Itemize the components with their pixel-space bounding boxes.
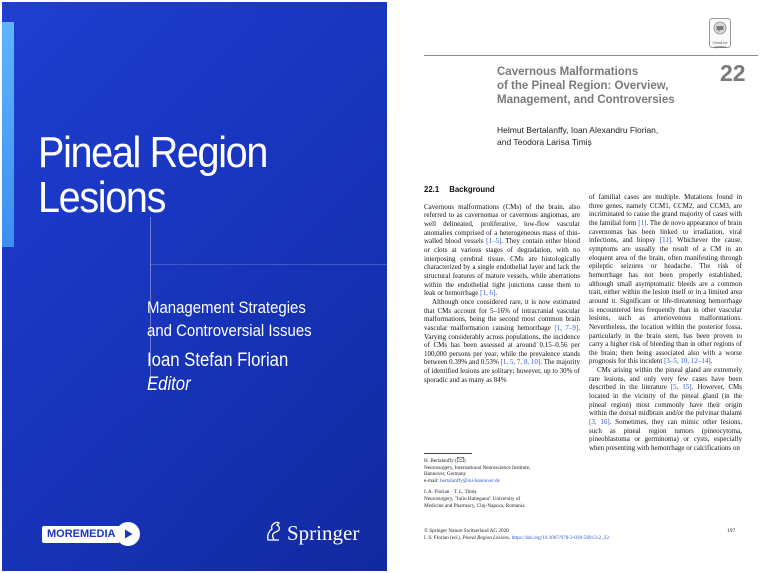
footnote-author: H. Bertalanffy ( bbox=[424, 458, 457, 464]
paragraph-text: . Sometimes, they can mimic other lesions, such as pineal region tumors (pineocytoma, pineoblastoma or germinoma) or cysts, especially when presenting with hemorrhage or calcifications on bbox=[589, 418, 742, 453]
citation-link[interactable]: [1–5] bbox=[486, 237, 502, 246]
springer-wordmark: Springer bbox=[287, 521, 360, 545]
check-for-updates-badge[interactable] bbox=[709, 18, 731, 48]
body-column-right bbox=[589, 193, 742, 453]
footnote-line: Medicine and Pharmacy, Cluj-Napoca, Romania bbox=[424, 502, 525, 509]
paragraph bbox=[589, 193, 742, 366]
cover-subtitle-line1: Management Strategies bbox=[147, 298, 306, 317]
chapter-title-line2: of the Pineal Region: Overview, bbox=[497, 80, 669, 92]
citation-link[interactable]: [1, 7–9] bbox=[554, 323, 579, 332]
paragraph bbox=[424, 203, 580, 298]
cover-subtitle-line2: and Controversial Issues bbox=[147, 321, 312, 340]
cover-title bbox=[38, 130, 267, 220]
chapter-title-line3: Management, and Controversies bbox=[497, 94, 675, 106]
paragraph-text: . They contain either blood or clots at various stages of degradation, with no interposing cerebral tissue. CMs are histologically characterized by a single endothelial layer and lack the structural features of mature vessels, while aberrations within the endothelial tight junctions cause them to leak or hemorrhage bbox=[424, 237, 580, 298]
paragraph-text: . The de novo appearance of brain cavernomas has been linked to irradiation, viral infections, and biopsy bbox=[589, 218, 742, 245]
email-icon bbox=[457, 458, 464, 464]
citation-link[interactable]: [5, 15] bbox=[670, 383, 692, 392]
citation-prefix: I. S. Florian (ed.), bbox=[424, 534, 463, 541]
footnote-affiliation-2 bbox=[424, 489, 574, 509]
cover-editor-name: Ioan Stefan Florian bbox=[147, 350, 289, 371]
cover-divider-horizontal bbox=[150, 264, 387, 265]
book-cover bbox=[2, 2, 387, 571]
paragraph-text: . Varying considerably across populations, the incidence of CMs has been assessed at around 0.15–0.56 per 100,000 persons per year, while the prevalence stands between 0.39% and 0.53% bbox=[424, 323, 580, 367]
footnote-affiliation-1 bbox=[424, 457, 574, 484]
crossmark-label: Check for updates bbox=[712, 41, 728, 49]
citation-link[interactable]: [3–5, 10, 12–14] bbox=[664, 357, 711, 366]
citation-line bbox=[424, 535, 744, 542]
section-number: 22.1 bbox=[424, 185, 440, 194]
citation-link[interactable]: [1] bbox=[638, 218, 647, 227]
cover-title-line1: Pineal Region bbox=[38, 128, 268, 177]
citation-link[interactable]: [1, 6] bbox=[480, 289, 496, 298]
page-number: 197 bbox=[727, 528, 736, 534]
chapter-authors bbox=[497, 124, 717, 148]
moremedia-button[interactable] bbox=[42, 522, 142, 546]
affiliation-footnotes bbox=[424, 457, 574, 509]
footnote-line: Hannover, Germany bbox=[424, 471, 467, 478]
citation-book-title: Pineal Region Lesions bbox=[462, 534, 510, 541]
crossmark-icon bbox=[713, 21, 727, 40]
footnote-line: Neurosurgery, "Iuliu Hatieganu" University of bbox=[424, 495, 521, 502]
cover-editor-role: Editor bbox=[147, 374, 191, 395]
section-title: Background bbox=[449, 185, 495, 194]
footnote-line: I. A. Florian · T. L. Timiș bbox=[424, 489, 477, 496]
authors-line2: and Teodora Larisa Timiș bbox=[497, 137, 592, 147]
chapter-title bbox=[497, 65, 707, 107]
paragraph-text: Although once considered rare, it is now estimated that CMs account for 5–16% of intracranial vascular malformations, being the second most common brain vascular malformation causing hemorrhage bbox=[424, 297, 580, 332]
section-heading bbox=[424, 186, 580, 195]
paragraph-text: . The majority of identified lesions are solitary; however, up to 30% of sporadic and as many as 84% bbox=[424, 358, 581, 384]
paragraph-text: of familial cases are multiple. Mutations found in three genes, namely CCM1, CCM2, and CCM3, are incriminated to cause the grand majority of cases with the familial form bbox=[589, 193, 742, 227]
footnote-line bbox=[424, 457, 574, 465]
play-icon bbox=[116, 522, 140, 546]
paragraph-text: . However, CMs located in the vicinity of the pineal gland (in the pineal region) most commonly have their origin within the dorsal midbrain and/or the pulvinar thalami bbox=[589, 383, 742, 418]
cover-subtitle bbox=[147, 296, 312, 342]
copyright-notice bbox=[424, 528, 744, 541]
author-email-link[interactable]: bertalanffy@ini-hannover.de bbox=[440, 477, 500, 484]
chapter-page bbox=[400, 0, 782, 573]
cover-accent-stripe bbox=[2, 22, 14, 247]
footnote-rule bbox=[424, 453, 472, 454]
email-label: e-mail: bbox=[424, 477, 440, 484]
chapter-number: 22 bbox=[720, 60, 746, 86]
body-column-left bbox=[424, 186, 580, 384]
moremedia-label: MOREMEDIA bbox=[42, 526, 119, 543]
paragraph-text: Cavernous malformations (CMs) of the brain, also referred to as cavernomas or cavernous angiomas, are well delineated, proliferative, low-flow vascular anomalies comprised of a heterogeneous mass of thin-walled blood vessels bbox=[424, 202, 580, 246]
cover-title-line2: Lesions bbox=[38, 173, 166, 222]
paragraph-text: . bbox=[710, 357, 713, 366]
paragraph-text: CMs arising within the pineal gland are extremely rare lesions, and only very few cases have been described in the literature bbox=[589, 366, 742, 392]
footnote-line bbox=[424, 478, 574, 485]
paragraph-text: . Whichever the cause, symptoms are usually the result of a CM in an eloquent area of the brain, often manifesting through epileptic seizures or headache. The risk of hemorrhage has not been properly established, although small asymptomatic bleeds are a common trait, either within the lesion itself or in a limited area around it. Significant or life-threatening hemorrhage is encountered less frequently than in other vascular lesions, such as arteriovenous malformations. Nevertheless, the location within the posterior fossa, particularly in the brain stem, has been proven to carry a higher risk of bleeding than in other regions of the brain; then being associated also with a worse prognosis for this incident bbox=[589, 236, 742, 366]
doi-link[interactable]: , https://doi.org/10.1007/978-3-030-50913-2_22 bbox=[509, 534, 609, 541]
header-rule bbox=[424, 55, 758, 56]
paragraph bbox=[424, 298, 580, 385]
citation-link[interactable]: [3, 16] bbox=[589, 418, 610, 427]
footnote-author-end: ) bbox=[463, 458, 466, 464]
springer-horse-icon bbox=[264, 520, 282, 547]
authors-line1: Helmut Bertalanffy, Ioan Alexandru Florian, bbox=[497, 125, 659, 135]
citation-link[interactable]: [11] bbox=[659, 236, 672, 245]
copyright-line: © Springer Nature Switzerland AG 2020 bbox=[424, 528, 509, 534]
paragraph-text: . bbox=[495, 289, 498, 298]
citation-link[interactable]: [1, 5, 7, 8, 10] bbox=[500, 358, 541, 367]
chapter-title-line1: Cavernous Malformations bbox=[497, 66, 639, 78]
springer-logo bbox=[264, 520, 359, 547]
footnote-line: Neurosurgery, International Neuroscience Institute, bbox=[424, 464, 531, 471]
paragraph bbox=[589, 366, 742, 453]
